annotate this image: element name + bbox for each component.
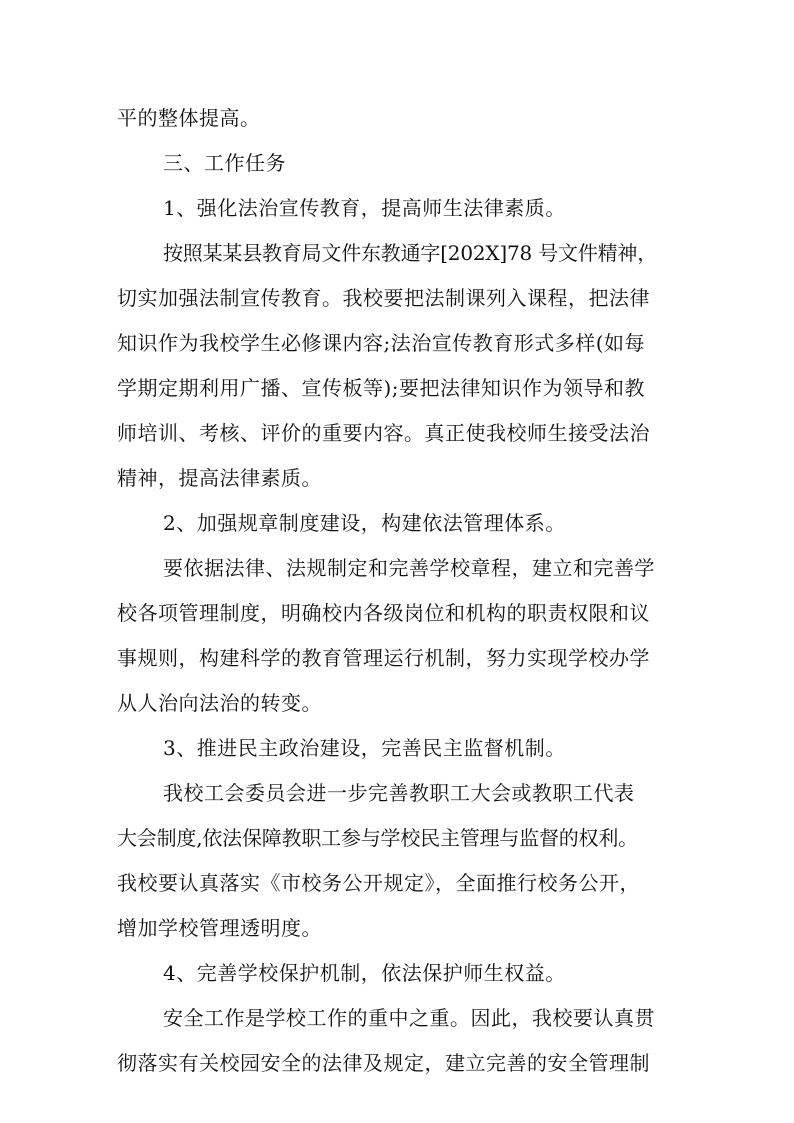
document-body [117, 96, 677, 1086]
paragraph-line: 事规则，构建科学的教育管理运行机制，努力实现学校办学 [117, 646, 650, 670]
paragraph-line: 知识作为我校学生必修课内容;法治宣传教育形式多样(如每 [117, 331, 646, 355]
paragraph-line: 我校工会委员会进一步完善教职工大会或教职工代表 [163, 781, 635, 805]
paragraph-line: 切实加强法制宣传教育。我校要把法制课列入课程，把法律 [117, 286, 650, 310]
paragraph-line: 增加学校管理透明度。 [117, 916, 322, 940]
section-heading: 三、工作任务 [163, 151, 286, 175]
paragraph-line: 大会制度,依法保障教职工参与学校民主管理与监督的权利。 [117, 826, 638, 850]
paragraph-line: 学期定期利用广播、宣传板等);要把法律知识作为领导和教 [117, 376, 646, 400]
paragraph-line: 精神，提高法律素质。 [117, 466, 322, 490]
paragraph-line: 我校要认真落实《市校务公开规定》，全面推行校务公开， [117, 871, 640, 895]
paragraph-line: 从人治向法治的转变。 [117, 691, 322, 715]
paragraph-line: 按照某某县教育局文件东教通字[202X]78 号文件精神， [163, 241, 658, 265]
paragraph-line: 安全工作是学校工作的重中之重。因此，我校要认真贯 [163, 1006, 655, 1030]
paragraph-line: 师培训、考核、评价的重要内容。真正使我校师生接受法治 [117, 421, 650, 445]
text-line: 平的整体提高。 [117, 106, 261, 130]
paragraph-line: 要依据法律、法规制定和完善学校章程，建立和完善学 [163, 556, 655, 580]
subsection-heading: 3、推进民主政治建设，完善民主监督机制。 [163, 736, 566, 760]
subsection-heading: 1、强化法治宣传教育，提高师生法律素质。 [163, 196, 566, 220]
paragraph-line: 校各项管理制度，明确校内各级岗位和机构的职责权限和议 [117, 601, 650, 625]
subsection-heading: 2、加强规章制度建设，构建依法管理体系。 [163, 511, 566, 535]
paragraph-line: 彻落实有关校园安全的法律及规定，建立完善的安全管理制 [117, 1051, 650, 1075]
subsection-heading: 4、完善学校保护机制，依法保护师生权益。 [163, 961, 566, 985]
